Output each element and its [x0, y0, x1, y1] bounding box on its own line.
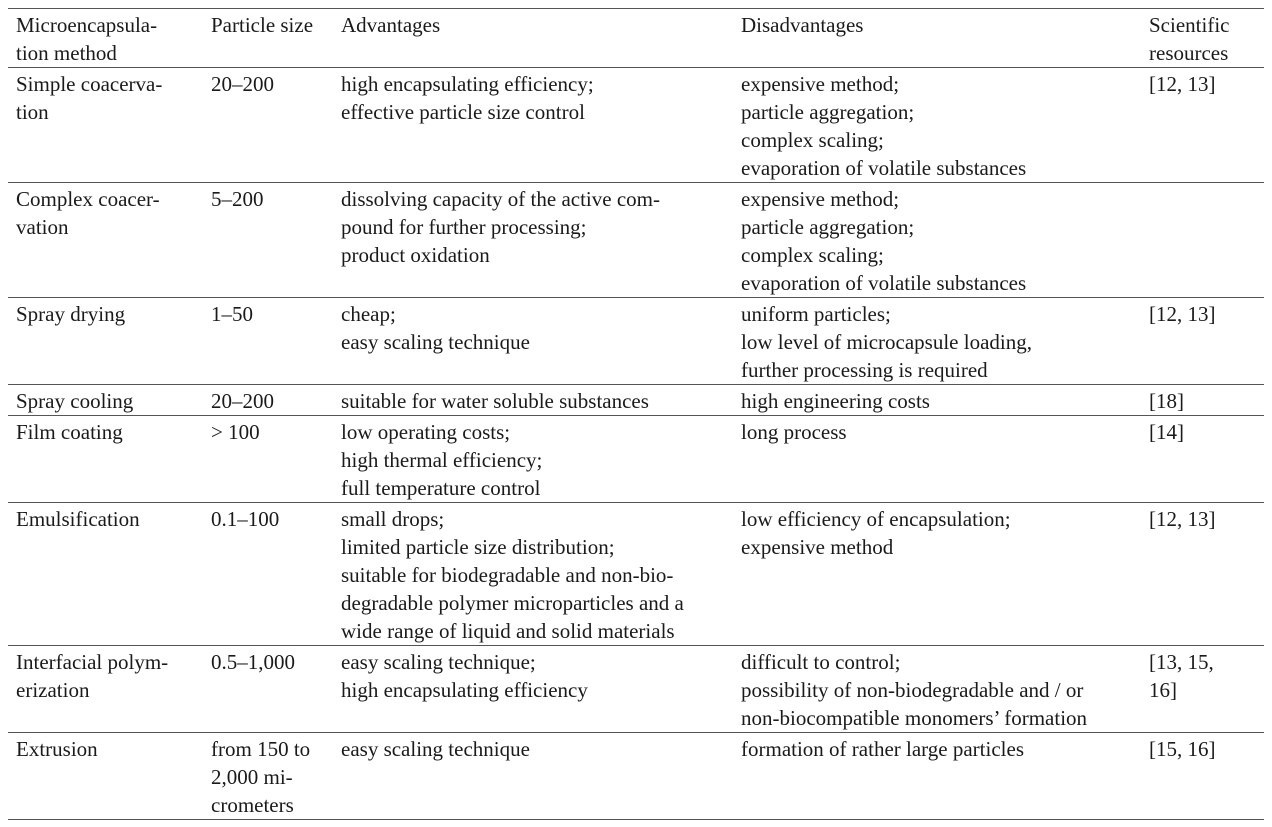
- method-cell: [8, 733, 203, 820]
- cell-line: further processing is required: [741, 358, 988, 382]
- cell-line: tion method: [16, 41, 117, 65]
- cell-line: wide range of liquid and solid materials: [341, 619, 675, 643]
- cell-line: possibility of non-biodegradable and / or: [741, 678, 1084, 702]
- cell-line: small drops;: [341, 507, 445, 531]
- table-row: [8, 183, 1264, 298]
- cell-line: 16]: [1149, 678, 1177, 702]
- cell-line: 20–200: [211, 72, 274, 96]
- cell-line: particle aggregation;: [741, 215, 915, 239]
- cell-line: 0.5–1,000: [211, 650, 295, 674]
- method-cell: [8, 646, 203, 733]
- header-row: [8, 9, 1264, 68]
- header-disadvantages: [733, 9, 1141, 68]
- advantages-cell: [333, 416, 733, 503]
- cell-line: expensive method: [741, 535, 894, 559]
- disadvantages-cell: [733, 416, 1141, 503]
- table-row: [8, 503, 1264, 646]
- cell-line: 0.1–100: [211, 507, 280, 531]
- cell-line: complex scaling;: [741, 243, 884, 267]
- advantages-cell: [333, 385, 733, 416]
- header-advantages: [333, 9, 733, 68]
- cell-line: Particle size: [211, 13, 314, 37]
- table-header: [8, 9, 1264, 68]
- cell-line: expensive method;: [741, 72, 900, 96]
- cell-line: > 100: [211, 420, 260, 444]
- cell-line: erization: [16, 678, 90, 702]
- cell-line: resources: [1149, 41, 1229, 65]
- cell-line: tion: [16, 100, 49, 124]
- disadvantages-cell: [733, 298, 1141, 385]
- cell-line: uniform particles;: [741, 302, 891, 326]
- cell-line: full temperature control: [341, 476, 541, 500]
- cell-line: 5–200: [211, 187, 264, 211]
- cell-line: high encapsulating efficiency: [341, 678, 588, 702]
- cell-line: Spray cooling: [16, 389, 134, 413]
- cell-line: formation of rather large particles: [741, 737, 1024, 761]
- disadvantages-cell: [733, 646, 1141, 733]
- cell-line: product oxidation: [341, 243, 490, 267]
- disadvantages-cell: [733, 183, 1141, 298]
- cell-line: Microencapsula-: [16, 13, 158, 37]
- cell-line: Spray drying: [16, 302, 126, 326]
- disadvantages-cell: [733, 733, 1141, 820]
- cell-line: [14]: [1149, 420, 1184, 444]
- cell-line: [12, 13]: [1149, 72, 1216, 96]
- particle-size-cell: [203, 183, 333, 298]
- cell-line: easy scaling technique;: [341, 650, 536, 674]
- header-resources: [1141, 9, 1264, 68]
- advantages-cell: [333, 646, 733, 733]
- particle-size-cell: [203, 733, 333, 820]
- cell-line: evaporation of volatile substances: [741, 271, 1027, 295]
- cell-line: difficult to control;: [741, 650, 901, 674]
- cell-line: high thermal efficiency;: [341, 448, 543, 472]
- cell-line: low level of microcapsule loading,: [741, 330, 1032, 354]
- resources-cell: [1141, 416, 1264, 503]
- cell-line: low operating costs;: [341, 420, 511, 444]
- cell-line: Interfacial polym-: [16, 650, 169, 674]
- resources-cell: [1141, 503, 1264, 646]
- cell-line: complex scaling;: [741, 128, 884, 152]
- cell-line: Emulsification: [16, 507, 140, 531]
- header-particle-size: [203, 9, 333, 68]
- cell-line: expensive method;: [741, 187, 900, 211]
- cell-line: from 150 to: [211, 737, 311, 761]
- table-row: [8, 385, 1264, 416]
- cell-line: [18]: [1149, 389, 1184, 413]
- cell-line: Scientific: [1149, 13, 1230, 37]
- particle-size-cell: [203, 416, 333, 503]
- cell-line: dissolving capacity of the active com-: [341, 187, 660, 211]
- resources-cell: [1141, 183, 1264, 298]
- cell-line: 20–200: [211, 389, 274, 413]
- disadvantages-cell: [733, 503, 1141, 646]
- particle-size-cell: [203, 646, 333, 733]
- table-body: [8, 68, 1264, 820]
- cell-line: easy scaling technique: [341, 737, 530, 761]
- cell-line: pound for further processing;: [341, 215, 587, 239]
- cell-line: high engineering costs: [741, 389, 930, 413]
- cell-line: non-biocompatible monomers’ formation: [741, 706, 1088, 730]
- table-row: [8, 646, 1264, 733]
- cell-line: crometers: [211, 793, 294, 817]
- cell-line: Extrusion: [16, 737, 98, 761]
- cell-line: easy scaling technique: [341, 330, 530, 354]
- disadvantages-cell: [733, 385, 1141, 416]
- header-method: [8, 9, 203, 68]
- cell-line: Simple coacerva-: [16, 72, 163, 96]
- cell-line: low efficiency of encapsulation;: [741, 507, 1011, 531]
- cell-line: suitable for biodegradable and non-bio-: [341, 563, 674, 587]
- cell-line: Film coating: [16, 420, 123, 444]
- table-row: [8, 68, 1264, 183]
- resources-cell: [1141, 385, 1264, 416]
- particle-size-cell: [203, 503, 333, 646]
- cell-line: [12, 13]: [1149, 507, 1216, 531]
- cell-line: suitable for water soluble substances: [341, 389, 649, 413]
- advantages-cell: [333, 733, 733, 820]
- cell-line: Complex coacer-: [16, 187, 160, 211]
- particle-size-cell: [203, 68, 333, 183]
- resources-cell: [1141, 298, 1264, 385]
- particle-size-cell: [203, 298, 333, 385]
- advantages-cell: [333, 183, 733, 298]
- cell-line: cheap;: [341, 302, 396, 326]
- cell-line: 1–50: [211, 302, 253, 326]
- cell-line: high encapsulating efficiency;: [341, 72, 594, 96]
- resources-cell: [1141, 733, 1264, 820]
- cell-line: long process: [741, 420, 847, 444]
- resources-cell: [1141, 646, 1264, 733]
- cell-line: effective particle size control: [341, 100, 585, 124]
- cell-line: evaporation of volatile substances: [741, 156, 1027, 180]
- cell-line: limited particle size distribution;: [341, 535, 615, 559]
- cell-line: particle aggregation;: [741, 100, 915, 124]
- disadvantages-cell: [733, 68, 1141, 183]
- resources-cell: [1141, 68, 1264, 183]
- advantages-cell: [333, 68, 733, 183]
- table-row: [8, 733, 1264, 820]
- cell-line: [13, 15,: [1149, 650, 1214, 674]
- particle-size-cell: [203, 385, 333, 416]
- table-row: [8, 298, 1264, 385]
- cell-line: [12, 13]: [1149, 302, 1216, 326]
- cell-line: 2,000 mi-: [211, 765, 293, 789]
- cell-line: Disadvantages: [741, 13, 864, 37]
- advantages-cell: [333, 298, 733, 385]
- cell-line: [15, 16]: [1149, 737, 1216, 761]
- method-cell: [8, 416, 203, 503]
- cell-line: Advantages: [341, 13, 441, 37]
- method-cell: [8, 68, 203, 183]
- cell-line: degradable polymer microparticles and a: [341, 591, 684, 615]
- advantages-cell: [333, 503, 733, 646]
- method-cell: [8, 503, 203, 646]
- method-cell: [8, 298, 203, 385]
- microencapsulation-table: [8, 8, 1264, 820]
- table-row: [8, 416, 1264, 503]
- method-cell: [8, 183, 203, 298]
- cell-line: vation: [16, 215, 69, 239]
- method-cell: [8, 385, 203, 416]
